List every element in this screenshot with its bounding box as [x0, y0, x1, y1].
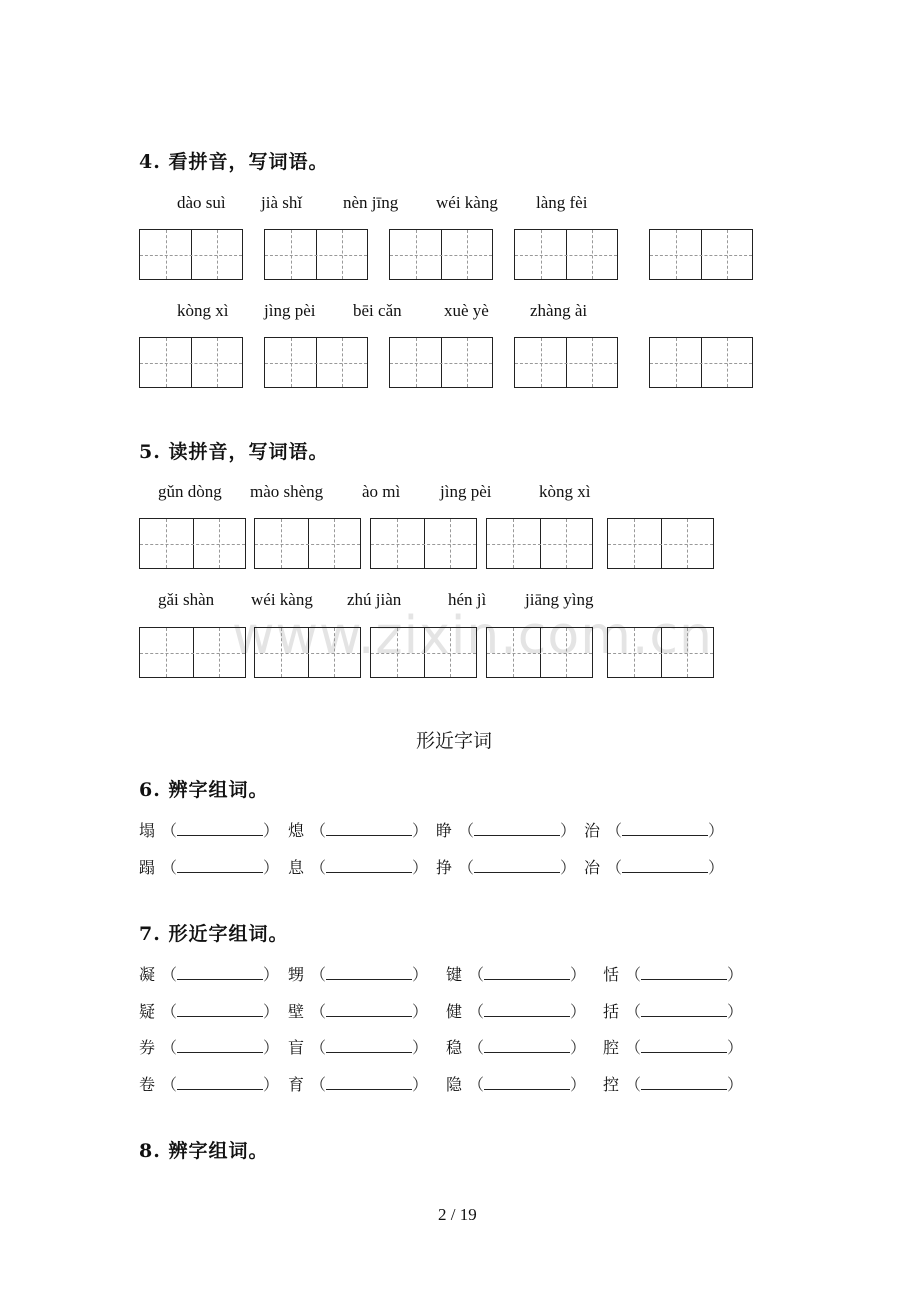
pinyin-prompt: hén jì — [448, 590, 487, 609]
answer-blank[interactable] — [641, 967, 727, 980]
word-formation-item — [436, 818, 576, 841]
word-formation-item — [288, 1035, 428, 1058]
target-character: 隐 — [446, 1075, 463, 1094]
pinyin-prompt: wéi kàng — [251, 590, 313, 609]
writing-grid-box[interactable] — [139, 518, 246, 569]
right-paren: ） — [412, 1038, 429, 1057]
writing-grid-box[interactable] — [139, 229, 243, 280]
writing-grid-box[interactable] — [514, 337, 618, 388]
answer-blank[interactable] — [474, 860, 560, 873]
right-paren: ） — [263, 1002, 280, 1021]
page-number: 2 / 19 — [438, 1205, 477, 1224]
word-formation-item — [584, 818, 724, 841]
left-paren: （ — [468, 1002, 485, 1021]
pinyin-prompt: nèn jīng — [343, 193, 399, 212]
grid-guide-line — [265, 255, 367, 256]
left-paren: （ — [468, 965, 485, 984]
target-character: 券 — [139, 1038, 156, 1057]
right-paren: ） — [263, 1038, 280, 1057]
word-formation-item — [139, 962, 279, 985]
target-character: 睁 — [436, 821, 453, 840]
grid-guide-line — [390, 363, 492, 364]
right-paren: ） — [570, 1075, 587, 1094]
q7-heading: 7. 形近字组词。 — [139, 923, 289, 945]
q4-heading: 4. 看拼音，写词语。 — [139, 151, 329, 173]
answer-blank[interactable] — [484, 967, 570, 980]
grid-guide-line — [487, 653, 592, 654]
grid-guide-line — [140, 255, 242, 256]
answer-blank[interactable] — [474, 823, 560, 836]
grid-guide-line — [255, 653, 360, 654]
pinyin-prompt: zhú jiàn — [347, 590, 402, 609]
left-paren: （ — [310, 1002, 327, 1021]
right-paren: ） — [263, 821, 280, 840]
grid-guide-line — [515, 255, 617, 256]
left-paren: （ — [458, 821, 475, 840]
target-character: 腔 — [603, 1038, 620, 1057]
right-paren: ） — [570, 965, 587, 984]
right-paren: ） — [263, 1075, 280, 1094]
pinyin-prompt: làng fèi — [536, 193, 588, 212]
word-formation-item — [603, 962, 743, 985]
pinyin-prompt: jiāng yìng — [525, 590, 594, 609]
writing-grid-box[interactable] — [264, 229, 368, 280]
writing-grid-box[interactable] — [139, 337, 243, 388]
right-paren: ） — [708, 821, 725, 840]
target-character: 壁 — [288, 1002, 305, 1021]
section-title: 形近字词 — [416, 730, 493, 752]
pinyin-prompt: gǔn dòng — [158, 482, 222, 501]
target-character: 盲 — [288, 1038, 305, 1057]
answer-blank[interactable] — [326, 860, 412, 873]
right-paren: ） — [412, 1075, 429, 1094]
pinyin-prompt: wéi kàng — [436, 193, 498, 212]
left-paren: （ — [310, 858, 327, 877]
right-paren: ） — [412, 1002, 429, 1021]
target-character: 凝 — [139, 965, 156, 984]
writing-grid-box[interactable] — [254, 518, 361, 569]
target-character: 恬 — [603, 965, 620, 984]
q8-heading: 8. 辨字组词。 — [139, 1140, 269, 1162]
left-paren: （ — [161, 965, 178, 984]
target-character: 挣 — [436, 858, 453, 877]
grid-guide-line — [265, 363, 367, 364]
left-paren: （ — [625, 965, 642, 984]
writing-grid-box[interactable] — [486, 627, 593, 678]
right-paren: ） — [412, 858, 429, 877]
target-character: 键 — [446, 965, 463, 984]
word-formation-item — [446, 1035, 586, 1058]
right-paren: ） — [727, 965, 744, 984]
word-formation-item — [603, 999, 743, 1022]
left-paren: （ — [625, 1002, 642, 1021]
writing-grid-box[interactable] — [514, 229, 618, 280]
pinyin-prompt: dào suì — [177, 193, 226, 212]
word-formation-item — [288, 1072, 428, 1095]
left-paren: （ — [606, 821, 623, 840]
target-character: 治 — [584, 821, 601, 840]
writing-grid-box[interactable] — [649, 337, 753, 388]
grid-guide-line — [650, 363, 752, 364]
pinyin-prompt: jìng pèi — [264, 301, 316, 320]
grid-guide-line — [140, 653, 245, 654]
target-character: 稳 — [446, 1038, 463, 1057]
target-character: 健 — [446, 1002, 463, 1021]
writing-grid-box[interactable] — [607, 627, 714, 678]
target-character: 控 — [603, 1075, 620, 1094]
grid-guide-line — [515, 363, 617, 364]
grid-guide-line — [140, 363, 242, 364]
writing-grid-box[interactable] — [389, 337, 493, 388]
target-character: 括 — [603, 1002, 620, 1021]
right-paren: ） — [560, 858, 577, 877]
grid-guide-line — [255, 544, 360, 545]
answer-blank[interactable] — [177, 860, 263, 873]
left-paren: （ — [625, 1075, 642, 1094]
answer-blank[interactable] — [622, 860, 708, 873]
left-paren: （ — [161, 821, 178, 840]
left-paren: （ — [161, 1038, 178, 1057]
pinyin-prompt: kòng xì — [177, 301, 229, 320]
grid-guide-line — [371, 544, 476, 545]
answer-blank[interactable] — [641, 1040, 727, 1053]
q5-heading: 5. 读拼音，写词语。 — [139, 441, 329, 463]
target-character: 熄 — [288, 821, 305, 840]
answer-blank[interactable] — [641, 1077, 727, 1090]
target-character: 卷 — [139, 1075, 156, 1094]
grid-guide-line — [371, 653, 476, 654]
left-paren: （ — [310, 965, 327, 984]
watermark: www.zixin.com.cn — [232, 606, 713, 666]
pinyin-prompt: gǎi shàn — [158, 590, 215, 609]
answer-blank[interactable] — [326, 967, 412, 980]
grid-guide-line — [650, 255, 752, 256]
writing-grid-box[interactable] — [389, 229, 493, 280]
answer-blank[interactable] — [177, 1077, 263, 1090]
right-paren: ） — [570, 1038, 587, 1057]
right-paren: ） — [727, 1075, 744, 1094]
answer-blank[interactable] — [641, 1004, 727, 1017]
answer-blank[interactable] — [177, 967, 263, 980]
right-paren: ） — [412, 965, 429, 984]
right-paren: ） — [727, 1002, 744, 1021]
word-formation-item — [139, 1072, 279, 1095]
pinyin-prompt: jià shǐ — [261, 193, 303, 212]
right-paren: ） — [263, 858, 280, 877]
left-paren: （ — [606, 858, 623, 877]
answer-blank[interactable] — [326, 823, 412, 836]
writing-grid-box[interactable] — [254, 627, 361, 678]
pinyin-prompt: xuè yè — [444, 301, 489, 320]
right-paren: ） — [727, 1038, 744, 1057]
pinyin-prompt: zhàng ài — [530, 301, 588, 320]
word-formation-item — [603, 1035, 743, 1058]
target-character: 息 — [288, 858, 305, 877]
grid-guide-line — [608, 544, 713, 545]
q6-heading: 6. 辨字组词。 — [139, 779, 269, 801]
pinyin-prompt: ào mì — [362, 482, 401, 501]
pinyin-prompt: kòng xì — [539, 482, 591, 501]
right-paren: ） — [263, 965, 280, 984]
answer-blank[interactable] — [177, 1040, 263, 1053]
left-paren: （ — [468, 1038, 485, 1057]
word-formation-item — [446, 1072, 586, 1095]
answer-blank[interactable] — [484, 1040, 570, 1053]
left-paren: （ — [310, 1038, 327, 1057]
writing-grid-box[interactable] — [370, 627, 477, 678]
answer-blank[interactable] — [326, 1077, 412, 1090]
right-paren: ） — [708, 858, 725, 877]
answer-blank[interactable] — [484, 1004, 570, 1017]
word-formation-item — [446, 999, 586, 1022]
right-paren: ） — [412, 821, 429, 840]
answer-blank[interactable] — [622, 823, 708, 836]
word-formation-item — [139, 999, 279, 1022]
left-paren: （ — [161, 858, 178, 877]
grid-guide-line — [140, 544, 245, 545]
writing-grid-box[interactable] — [649, 229, 753, 280]
word-formation-item — [139, 855, 279, 878]
word-formation-item — [139, 818, 279, 841]
word-formation-item — [584, 855, 724, 878]
word-formation-item — [436, 855, 576, 878]
answer-blank[interactable] — [326, 1040, 412, 1053]
target-character: 育 — [288, 1075, 305, 1094]
target-character: 疑 — [139, 1002, 156, 1021]
word-formation-item — [446, 962, 586, 985]
word-formation-item — [288, 818, 428, 841]
pinyin-prompt: mào shèng — [250, 482, 324, 501]
target-character: 塌 — [139, 821, 156, 840]
writing-grid-box[interactable] — [607, 518, 714, 569]
grid-guide-line — [608, 653, 713, 654]
target-character: 冶 — [584, 858, 601, 877]
word-formation-item — [139, 1035, 279, 1058]
pinyin-prompt: jìng pèi — [440, 482, 492, 501]
left-paren: （ — [161, 1002, 178, 1021]
right-paren: ） — [570, 1002, 587, 1021]
left-paren: （ — [310, 821, 327, 840]
target-character: 甥 — [288, 965, 305, 984]
left-paren: （ — [625, 1038, 642, 1057]
target-character: 蹋 — [139, 858, 156, 877]
left-paren: （ — [468, 1075, 485, 1094]
word-formation-item — [288, 962, 428, 985]
answer-blank[interactable] — [326, 1004, 412, 1017]
answer-blank[interactable] — [177, 1004, 263, 1017]
answer-blank[interactable] — [484, 1077, 570, 1090]
word-formation-item — [603, 1072, 743, 1095]
right-paren: ） — [560, 821, 577, 840]
grid-guide-line — [390, 255, 492, 256]
word-formation-item — [288, 999, 428, 1022]
writing-grid-box[interactable] — [139, 627, 246, 678]
pinyin-prompt: bēi cǎn — [353, 301, 402, 320]
left-paren: （ — [310, 1075, 327, 1094]
writing-grid-box[interactable] — [370, 518, 477, 569]
grid-guide-line — [487, 544, 592, 545]
left-paren: （ — [458, 858, 475, 877]
writing-grid-box[interactable] — [486, 518, 593, 569]
writing-grid-box[interactable] — [264, 337, 368, 388]
left-paren: （ — [161, 1075, 178, 1094]
word-formation-item — [288, 855, 428, 878]
answer-blank[interactable] — [177, 823, 263, 836]
